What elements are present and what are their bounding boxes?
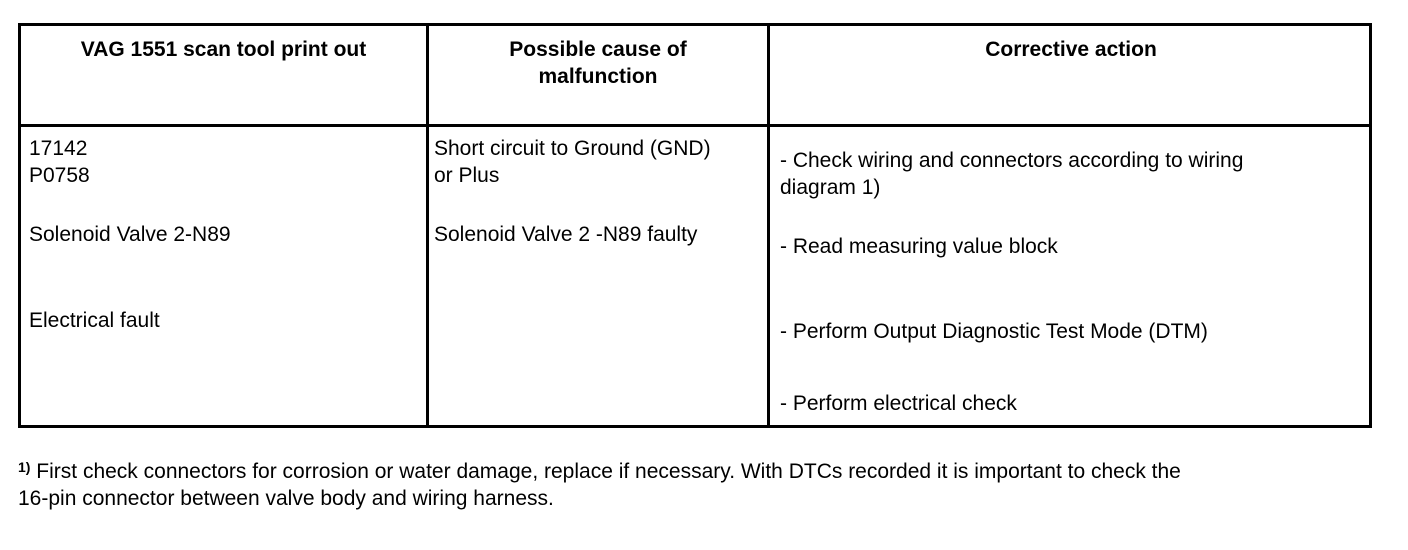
header-possible-cause-line2: malfunction bbox=[538, 65, 658, 88]
header-divider bbox=[21, 124, 1369, 127]
header-possible-cause-line1: Possible cause of bbox=[509, 38, 687, 61]
footnote-marker: 1) bbox=[18, 459, 31, 475]
header-scan-tool-printout: VAG 1551 scan tool print out bbox=[80, 38, 367, 61]
action-perform-dtm: - Perform Output Diagnostic Test Mode (DTM) bbox=[780, 320, 1208, 343]
header-corrective-action: Corrective action bbox=[985, 38, 1157, 61]
component-name: Solenoid Valve 2-N89 bbox=[29, 223, 231, 246]
cause-short-circuit-line1: Short circuit to Ground (GND) bbox=[434, 137, 711, 160]
diagnostic-table bbox=[18, 23, 1372, 428]
cause-valve-faulty: Solenoid Valve 2 -N89 faulty bbox=[434, 223, 698, 246]
cause-short-circuit-line2: or Plus bbox=[434, 164, 500, 187]
action-read-value-block: - Read measuring value block bbox=[780, 235, 1058, 258]
action-check-wiring-line2: diagram 1) bbox=[780, 176, 881, 199]
fault-code-17142: 17142 bbox=[29, 137, 88, 160]
footnote-text-line1: First check connectors for corrosion or water damage, replace if necessary. With DTCs recorded it is important to check the bbox=[36, 460, 1181, 483]
column-divider bbox=[767, 26, 770, 425]
footnote-line1 bbox=[18, 458, 1388, 485]
header-possible-cause bbox=[429, 36, 767, 90]
action-check-wiring-line1: - Check wiring and connectors according to wiring bbox=[780, 149, 1244, 172]
fault-type: Electrical fault bbox=[29, 309, 160, 332]
footnote bbox=[18, 458, 1388, 512]
footnote-text-line2: 16-pin connector between valve body and wiring harness. bbox=[18, 487, 554, 510]
action-electrical-check: - Perform electrical check bbox=[780, 392, 1017, 415]
fault-code-p0758: P0758 bbox=[29, 164, 90, 187]
